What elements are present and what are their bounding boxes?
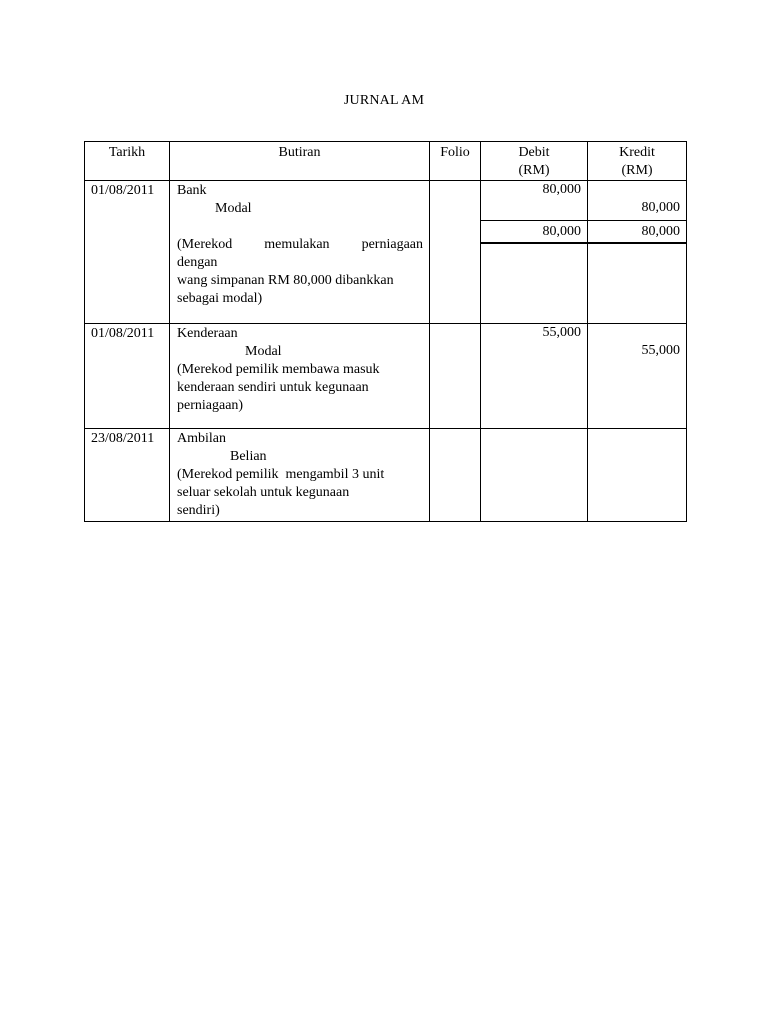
header-folio: Folio [430,142,481,181]
entry-credit [588,429,687,522]
header-credit-unit: (RM) [621,163,653,178]
credit-amount: 55,000 [641,343,680,358]
entry-date: 01/08/2011 [85,181,170,324]
entry-credit [588,181,687,324]
table-row [85,324,687,429]
debit-amount: 80,000 [542,182,581,197]
header-credit-label: Kredit [619,145,655,160]
header-debit [481,142,588,181]
table-row [85,181,687,324]
entry-details [170,181,430,324]
header-details: Butiran [170,142,430,181]
narration-line: (Merekod pemilik mengambil 3 unit [177,467,385,482]
header-date: Tarikh [85,142,170,181]
credit-account: Belian [230,449,267,464]
table-row [85,429,687,522]
header-credit [588,142,687,181]
narration-line: perniagaan) [177,398,244,413]
debit-account: Kenderaan [177,326,238,341]
entry-debit [481,324,588,429]
page-title: JURNAL AM [343,93,425,108]
credit-account: Modal [215,201,252,216]
entry-folio [430,324,481,429]
entry-details [170,324,430,429]
credit-total: 80,000 [641,224,680,239]
entry-folio [430,429,481,522]
debit-account: Ambilan [177,431,226,446]
narration-line: (Merekod memulakan perniagaan [177,237,423,252]
narration-line: kenderaan sendiri untuk kegunaan [177,380,369,395]
header-debit-label: Debit [518,145,550,160]
entry-folio [430,181,481,324]
entry-details [170,429,430,522]
entry-debit [481,429,588,522]
entry-date: 01/08/2011 [85,324,170,429]
narration-line: wang simpanan RM 80,000 dibankkan [177,273,394,288]
journal-table [84,141,687,522]
narration-line: seluar sekolah untuk kegunaan [177,485,350,500]
debit-account: Bank [177,183,207,198]
narration-line: sendiri) [177,503,220,518]
narration-line: sebagai modal) [177,291,263,306]
credit-amount: 80,000 [641,200,680,215]
debit-total: 80,000 [542,224,581,239]
debit-amount: 55,000 [542,325,581,340]
table-header-row [85,142,687,181]
entry-credit [588,324,687,429]
entry-debit [481,181,588,324]
header-debit-unit: (RM) [518,163,550,178]
narration-line: (Merekod pemilik membawa masuk [177,362,380,377]
credit-account: Modal [245,344,282,359]
narration-line: dengan [177,255,218,270]
entry-date: 23/08/2011 [85,429,170,522]
